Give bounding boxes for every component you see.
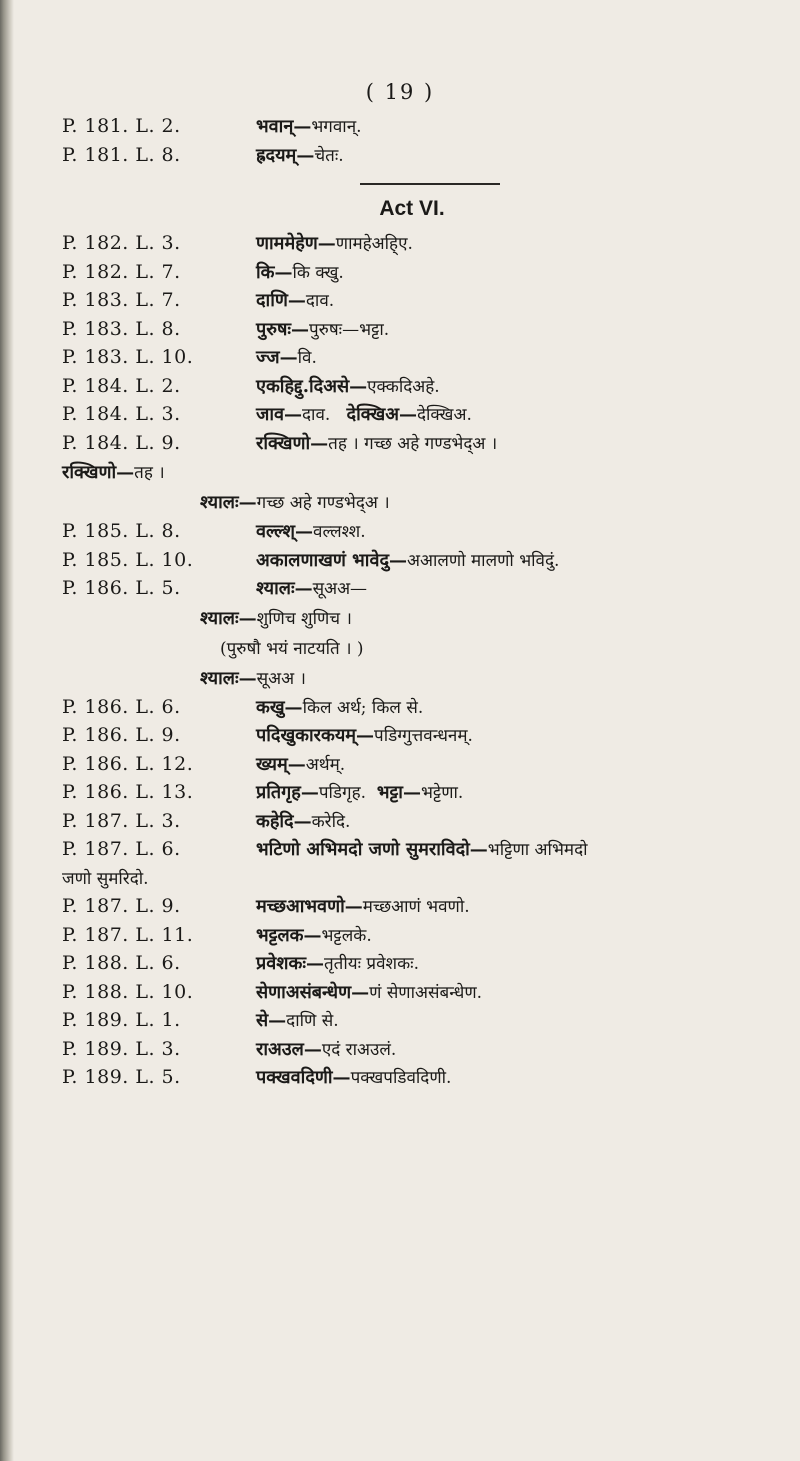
original-reading: प्रतिगृह— bbox=[256, 782, 319, 803]
errata-entry bbox=[62, 892, 762, 921]
errata-continuation bbox=[62, 603, 762, 633]
errata-entry bbox=[62, 807, 762, 836]
errata-continuation bbox=[62, 487, 762, 517]
corrected-reading: भट्टिणा अभिमदो bbox=[487, 840, 588, 860]
errata-entry bbox=[62, 750, 762, 779]
speaker-reading: श्यालः— bbox=[200, 667, 257, 689]
original-reading: से— bbox=[256, 1010, 287, 1031]
entry-reference: P. 182. L. 3. bbox=[62, 232, 181, 254]
entry-reference: P. 186. L. 13. bbox=[62, 781, 194, 803]
original-reading: पदिखुकारकयम्— bbox=[256, 725, 375, 746]
entry-reference: P. 183. L. 8. bbox=[62, 317, 181, 340]
original-reading: राअउल— bbox=[256, 1038, 322, 1060]
errata-continuation bbox=[62, 864, 762, 893]
entry-reference: P. 186. L. 12. bbox=[62, 752, 194, 775]
corrected-reading: पुरुषः—भट्टा. bbox=[309, 319, 390, 340]
errata-entry bbox=[62, 141, 762, 170]
original-reading: कि— bbox=[256, 261, 293, 283]
section-divider bbox=[360, 183, 500, 185]
errata-entry bbox=[62, 517, 762, 546]
corrected-reading: दाव. bbox=[305, 291, 335, 311]
corrected-reading: अआलणो मालणो भविदुं. bbox=[407, 550, 560, 571]
speaker-reading: श्यालः— bbox=[200, 607, 257, 629]
errata-entry bbox=[62, 372, 762, 401]
corrected-reading: दाणि से. bbox=[286, 1011, 339, 1031]
entry-reference: P. 184. L. 3. bbox=[62, 403, 181, 425]
corrected-reading: पडिगृह. bbox=[318, 783, 367, 803]
entry-reference: P. 183. L. 7. bbox=[62, 289, 181, 311]
corrected-reading: तृतीयः प्रवेशकः. bbox=[323, 954, 420, 974]
continuation-text: तह । bbox=[134, 463, 165, 483]
continuation-text: शुणिच शुणिच । bbox=[256, 608, 352, 629]
original-reading: श्यालः— bbox=[256, 578, 313, 599]
errata-entry bbox=[62, 949, 762, 978]
corrected-reading: एदं राअउलं. bbox=[321, 1039, 397, 1060]
entry-reference: P. 187. L. 11. bbox=[62, 923, 194, 946]
errata-entry bbox=[62, 112, 762, 141]
corrected-reading-second: भट्टेणा. bbox=[420, 783, 464, 803]
errata-entry bbox=[62, 835, 762, 864]
original-reading: ह्रदयम्— bbox=[256, 144, 315, 166]
original-reading-second: देक्खिअ— bbox=[346, 404, 417, 425]
original-reading: भवान्— bbox=[256, 116, 312, 137]
entry-reference: P. 189. L. 5. bbox=[62, 1066, 181, 1088]
errata-entry bbox=[62, 693, 762, 722]
errata-page bbox=[62, 112, 762, 1092]
section-heading: Act VI. bbox=[379, 197, 445, 220]
corrected-reading: अर्थम्. bbox=[305, 754, 346, 775]
entry-reference: P. 187. L. 3. bbox=[62, 809, 181, 832]
corrected-reading: सूअअ— bbox=[312, 579, 368, 599]
corrected-reading: एक्कदिअहे. bbox=[367, 376, 440, 397]
original-reading: कखु— bbox=[256, 696, 303, 718]
corrected-reading: वल्लश्श. bbox=[313, 522, 366, 542]
original-reading: ख्यम्— bbox=[256, 753, 306, 775]
corrected-reading: किल अर्थ; किल से. bbox=[302, 697, 424, 718]
original-reading: पुरुषः— bbox=[256, 318, 310, 340]
original-reading: पक्खवदिणी— bbox=[256, 1067, 351, 1088]
entry-reference: P. 189. L. 3. bbox=[62, 1037, 181, 1060]
entry-reference: P. 185. L. 8. bbox=[62, 520, 181, 542]
original-reading: ज्ज— bbox=[256, 347, 298, 368]
page-number: ( 19 ) bbox=[365, 80, 435, 104]
original-reading: रक्खिणो— bbox=[256, 432, 329, 454]
corrected-reading: भगवान्. bbox=[311, 117, 362, 137]
errata-entry bbox=[62, 286, 762, 315]
original-reading: प्रवेशकः— bbox=[256, 953, 324, 974]
continuation-text: जणो सुमरिदो. bbox=[62, 868, 149, 889]
original-reading: अकालणाखणं भावेदु— bbox=[256, 549, 408, 571]
errata-entry bbox=[62, 400, 762, 429]
entry-reference: P. 187. L. 6. bbox=[62, 838, 181, 860]
corrected-reading: करेदि. bbox=[311, 811, 351, 832]
errata-entry bbox=[62, 721, 762, 750]
corrected-reading: पडिग्गुत्तवन्धनम्. bbox=[374, 726, 473, 746]
entry-reference: P. 186. L. 5. bbox=[62, 577, 181, 599]
entry-reference: P. 184. L. 2. bbox=[62, 374, 181, 397]
corrected-reading: भट्टलके. bbox=[321, 925, 372, 946]
original-reading: णाममेहेण— bbox=[256, 233, 336, 254]
errata-entry bbox=[62, 1063, 762, 1092]
errata-continuation bbox=[62, 457, 762, 487]
entry-reference: P. 189. L. 1. bbox=[62, 1009, 181, 1031]
original-reading: भटिणो अभिमदो जणो सुमराविदो— bbox=[256, 839, 488, 860]
original-reading: जाव— bbox=[256, 404, 303, 425]
corrected-reading: तह । गच्छ अहे गण्डभेद्अ । bbox=[328, 433, 498, 454]
original-reading: दाणि— bbox=[256, 290, 306, 311]
entry-reference: P. 185. L. 10. bbox=[62, 548, 194, 571]
errata-entry bbox=[62, 315, 762, 344]
errata-entry bbox=[62, 229, 762, 258]
errata-entry bbox=[62, 778, 762, 807]
original-reading: मच्छआभवणो— bbox=[256, 896, 363, 917]
errata-entry bbox=[62, 546, 762, 575]
entry-reference: P. 187. L. 9. bbox=[62, 895, 181, 917]
entry-reference: P. 184. L. 9. bbox=[62, 431, 181, 454]
corrected-reading: मच्छआणं भवणो. bbox=[362, 897, 470, 917]
entry-reference: P. 181. L. 8. bbox=[62, 143, 181, 166]
corrected-reading: कि क्खु. bbox=[292, 262, 344, 283]
speaker-reading: रक्खिणो— bbox=[62, 462, 135, 483]
original-reading-second: भट्टा— bbox=[376, 782, 421, 803]
continuation-text: सूअअ । bbox=[256, 668, 306, 689]
entry-reference: P. 183. L. 10. bbox=[62, 346, 194, 368]
original-reading: सेणाअसंबन्धेण— bbox=[256, 981, 370, 1003]
entry-reference: P. 188. L. 10. bbox=[62, 980, 194, 1003]
corrected-reading: णं सेणाअसंबन्धेण. bbox=[369, 982, 483, 1003]
original-reading: भट्टलक— bbox=[256, 924, 322, 946]
entry-reference: P. 182. L. 7. bbox=[62, 260, 181, 283]
entry-reference: P. 181. L. 2. bbox=[62, 115, 181, 137]
errata-entry bbox=[62, 574, 762, 603]
original-reading: एकहिद्दु.दिअसे— bbox=[256, 375, 368, 397]
errata-entry bbox=[62, 1006, 762, 1035]
corrected-reading: वि. bbox=[297, 348, 317, 368]
entry-reference: P. 186. L. 9. bbox=[62, 724, 181, 746]
book-gutter-edge bbox=[0, 0, 14, 1461]
errata-entry bbox=[62, 429, 762, 458]
continuation-text: गच्छ अहे गण्डभेद्अ । bbox=[256, 493, 390, 513]
errata-entry bbox=[62, 978, 762, 1007]
corrected-reading: पक्खपडिवदिणी. bbox=[350, 1068, 452, 1088]
errata-entry bbox=[62, 921, 762, 950]
entry-reference: P. 186. L. 6. bbox=[62, 695, 181, 718]
errata-entry bbox=[62, 1035, 762, 1064]
corrected-reading: चेतः. bbox=[314, 145, 344, 166]
errata-entry bbox=[62, 258, 762, 287]
errata-continuation bbox=[62, 633, 762, 663]
corrected-reading: दाव. bbox=[302, 405, 331, 425]
original-reading: वल्ल्श्— bbox=[256, 521, 314, 542]
entry-reference: P. 188. L. 6. bbox=[62, 952, 181, 974]
stage-direction: (पुरुषौ भयं नाटयति । ) bbox=[220, 638, 364, 659]
speaker-reading: श्यालः— bbox=[200, 492, 257, 513]
corrected-reading-second: देक्खिअ. bbox=[416, 405, 472, 425]
errata-entry bbox=[62, 343, 762, 372]
original-reading: कहेदि— bbox=[256, 810, 312, 832]
errata-continuation bbox=[62, 663, 762, 693]
corrected-reading: णामहेअहि्ए. bbox=[335, 234, 413, 254]
